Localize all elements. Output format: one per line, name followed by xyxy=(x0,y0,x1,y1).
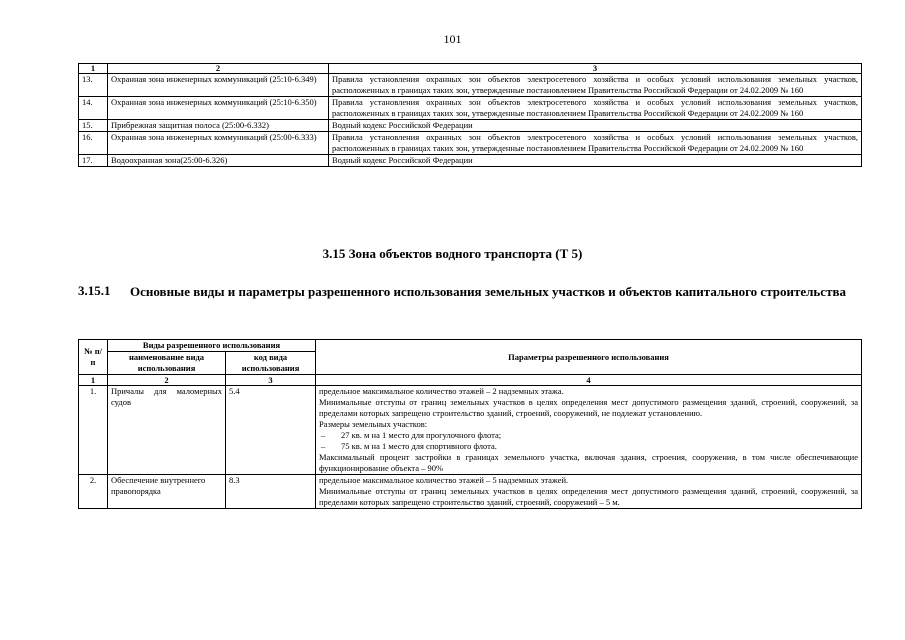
zone-document: Водный кодекс Российской Федерации xyxy=(329,155,862,167)
row-number: 2. xyxy=(79,475,108,509)
zone-name: Охранная зона инженерных коммуникаций (25:00-6.333) xyxy=(108,132,329,155)
param-plot-sizes: Размеры земельных участков: xyxy=(319,419,428,429)
use-name: Обеспечение внутреннего правопорядка xyxy=(108,475,226,509)
col-number: 4 xyxy=(316,375,862,386)
zone-document: Водный кодекс Российской Федерации xyxy=(329,120,862,132)
section-title: 3.15 Зона объектов водного транспорта (Т 5) xyxy=(322,246,583,261)
use-types-header: Виды разрешенного использования xyxy=(108,340,316,352)
zone-document: Правила установления охранных зон объектов электросетевого хозяйства и особых условий использования земельных участков, расположенных в границах таких зон, утвержденные постановлением Правительства Российской Федерации от 24.02.2009 № 160 xyxy=(329,132,862,155)
col-number: 3 xyxy=(226,375,316,386)
row-number: 13. xyxy=(79,74,108,97)
subsection-number: 3.15.1 xyxy=(78,283,111,298)
col-number: 1 xyxy=(79,375,108,386)
use-parameters xyxy=(316,386,862,475)
zone-document: Правила установления охранных зон объектов электросетевого хозяйства и особых условий использования земельных участков, расположенных в границах таких зон, утвержденные постановлением Правительства Российской Федерации от 24.02.2009 № 160 xyxy=(329,97,862,120)
row-number: 16. xyxy=(79,132,108,155)
param-setbacks: Минимальные отступы от границ земельных участков в целях определения мест допустимого размещения зданий, строений, сооружений, за пределами которых запрещено строительство зданий, строений, сооружений – 5 м. xyxy=(319,486,858,507)
param-setbacks: Минимальные отступы от границ земельных участков в целях определения мест допустимого размещения зданий, строений, сооружений, за пределами которых запрещено строительство зданий, строений, сооружений, не подлежат установлению. xyxy=(319,397,858,418)
zone-name: Водоохранная зона(25:00-6.326) xyxy=(108,155,329,167)
col-header: 1 xyxy=(79,64,108,74)
table-row xyxy=(79,475,862,509)
restrictions-table xyxy=(78,63,862,167)
subsection-title: Основные виды и параметры разрешенного использования земельных участков и объектов капитального строительства xyxy=(130,284,846,299)
use-name: Причалы для маломерных судов xyxy=(108,386,226,475)
zone-name: Прибрежная защитная полоса (25:00-6.332) xyxy=(108,120,329,132)
row-number: 1. xyxy=(79,386,108,475)
list-item: – 27 кв. м на 1 место для прогулочного флота; xyxy=(321,430,502,440)
use-code: 8.3 xyxy=(226,475,316,509)
zone-document: Правила установления охранных зон объектов электросетевого хозяйства и особых условий использования земельных участков, расположенных в границах таких зон, утвержденные постановлением Правительства Российской Федерации от 24.02.2009 № 160 xyxy=(329,74,862,97)
page-number: 101 xyxy=(443,32,462,46)
use-parameters xyxy=(316,475,862,509)
permitted-use-table xyxy=(78,339,862,509)
table-row xyxy=(79,74,862,97)
table-row xyxy=(79,120,862,132)
param-floors: предельное максимальное количество этажей – 5 надземных этажей. xyxy=(319,475,569,485)
param-floors: предельное максимальное количество этажей – 2 надземных этажа. xyxy=(319,386,564,396)
list-item: – 75 кв. м на 1 место для спортивного флота. xyxy=(321,441,497,451)
table-row xyxy=(79,155,862,167)
row-number: 17. xyxy=(79,155,108,167)
table-header-row xyxy=(79,340,862,352)
row-number: 14. xyxy=(79,97,108,120)
params-header: Параметры разрешенного использования xyxy=(316,340,862,375)
zone-name: Охранная зона инженерных коммуникаций (25:10-6.349) xyxy=(108,74,329,97)
zone-name: Охранная зона инженерных коммуникаций (25:10-6.350) xyxy=(108,97,329,120)
col-number: 2 xyxy=(108,375,226,386)
col-header: 3 xyxy=(329,64,862,74)
table-row xyxy=(79,97,862,120)
use-code: 5.4 xyxy=(226,386,316,475)
use-code-header: код вида использования xyxy=(226,352,316,375)
col-header: 2 xyxy=(108,64,329,74)
table-row xyxy=(79,132,862,155)
column-number-row xyxy=(79,375,862,386)
param-coverage: Максимальный процент застройки в границах земельного участка, включая здания, строения, сооружения, в том числе обеспечивающие функционирование объекта – 90% xyxy=(319,452,858,473)
table-row xyxy=(79,386,862,475)
row-number: 15. xyxy=(79,120,108,132)
use-name-header: наименование вида использования xyxy=(108,352,226,375)
plot-size-item: 27 кв. м на 1 место для прогулочного флота; xyxy=(341,430,502,440)
num-header: № п/п xyxy=(79,340,108,375)
table-header-row xyxy=(79,64,862,74)
plot-size-item: 75 кв. м на 1 место для спортивного флота. xyxy=(341,441,497,451)
